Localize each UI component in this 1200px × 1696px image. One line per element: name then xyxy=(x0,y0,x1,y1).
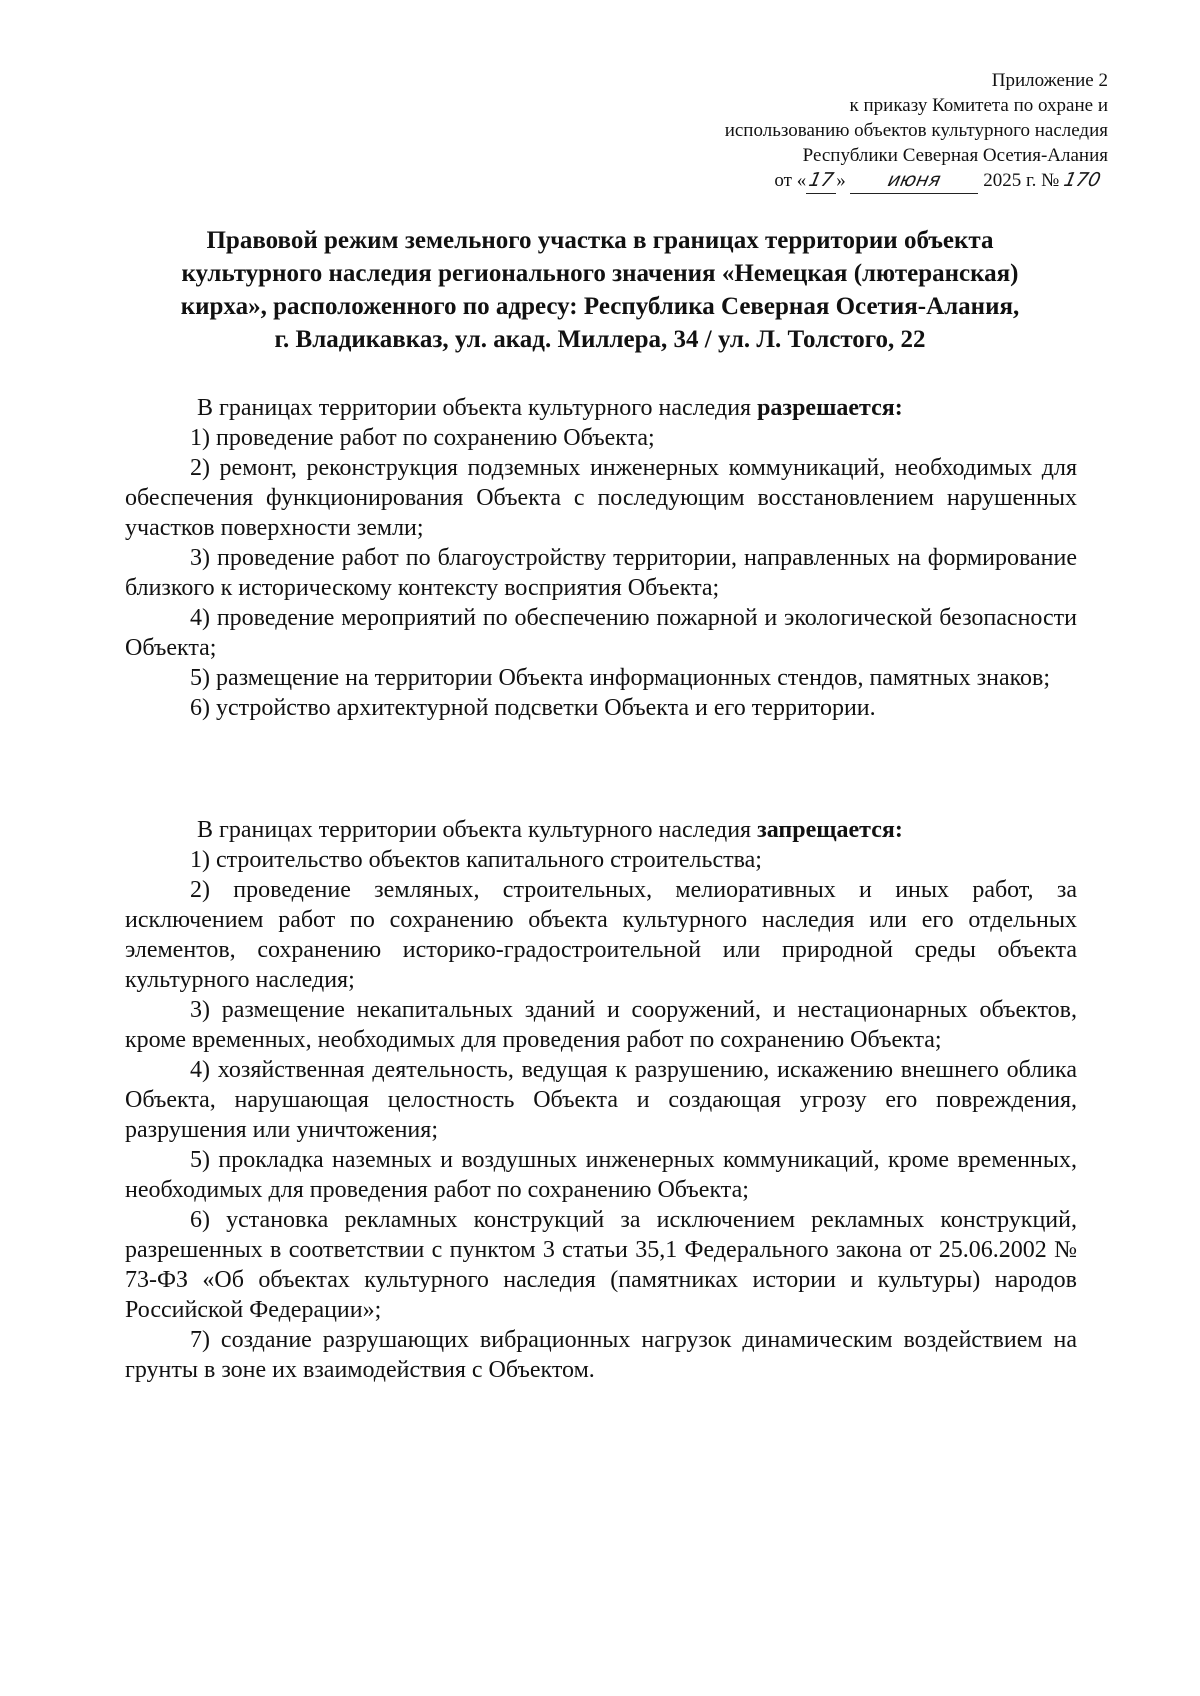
date-mid: » xyxy=(836,170,846,191)
handwritten-order-number: 170 xyxy=(1061,169,1103,191)
prohibited-section xyxy=(125,815,1077,1385)
appendix-header xyxy=(725,68,1108,194)
prohibited-keyword: запрещается: xyxy=(757,817,903,843)
appendix-label: Приложение 2 xyxy=(991,70,1108,91)
title-line-1: Правовой режим земельного участка в границах территории объекта xyxy=(206,227,994,254)
allowed-item: 1) проведение работ по сохранению Объекта; xyxy=(190,425,655,451)
handwritten-month: июня xyxy=(850,168,978,194)
allowed-item: 4) проведение мероприятий по обеспечению пожарной и экологической безопасности Объекта; xyxy=(125,605,1077,661)
allowed-intro: В границах территории объекта культурного наследия разрешается: xyxy=(197,395,903,421)
date-prefix: от « xyxy=(774,170,807,191)
prohibited-item: 5) прокладка наземных и воздушных инженерных коммуникаций, кроме временных, необходимых для проведения работ по сохранению Объекта; xyxy=(125,1147,1077,1203)
prohibited-intro: В границах территории объекта культурного наследия запрещается: xyxy=(197,817,903,843)
republic-name: Республики Северная Осетия-Алания xyxy=(802,145,1108,166)
prohibited-item: 2) проведение земляных, строительных, мелиоративных и иных работ, за исключением работ по сохранению объекта культурного наследия или его отдельных элементов, сохранению историко-градостроительной или природной среды объекта культурного наследия; xyxy=(125,877,1077,993)
prohibited-item: 7) создание разрушающих вибрационных нагрузок динамическим воздействием на грунты в зоне их взаимодействия с Объектом. xyxy=(125,1327,1077,1383)
allowed-item: 2) ремонт, реконструкция подземных инженерных коммуникаций, необходимых для обеспечения функционирования Объекта с последующим восстановлением нарушенных участков поверхности земли; xyxy=(125,455,1077,541)
date-year: 2025 г. № xyxy=(983,170,1060,191)
allowed-item: 6) устройство архитектурной подсветки Объекта и его территории. xyxy=(190,695,876,721)
allowed-section xyxy=(125,393,1077,723)
order-date-line xyxy=(725,168,1108,194)
title-line-4: г. Владикавказ, ул. акад. Миллера, 34 / ул. Л. Толстого, 22 xyxy=(274,326,926,353)
title-line-2: культурного наследия регионального значения «Немецкая (лютеранская) xyxy=(181,260,1019,287)
prohibited-item: 6) установка рекламных конструкций за исключением рекламных конструкций, разрешенных в соответствии с пунктом 3 статьи 35,1 Федерального закона от 25.06.2002 № 73-ФЗ «Об объектах культурного наследия (памятниках истории и культуры) народов Российской Федерации»; xyxy=(125,1207,1077,1323)
order-reference: к приказу Комитета по охране и xyxy=(849,95,1108,116)
allowed-item: 3) проведение работ по благоустройству территории, направленных на формирование близкого к историческому контексту восприятия Объекта; xyxy=(125,545,1077,601)
prohibited-item: 3) размещение некапитальных зданий и сооружений, и нестационарных объектов, кроме временных, необходимых для проведения работ по сохранению Объекта; xyxy=(125,997,1077,1053)
handwritten-day: 17 xyxy=(806,168,836,194)
document-title xyxy=(110,224,1090,356)
allowed-keyword: разрешается: xyxy=(757,395,903,421)
prohibited-item: 1) строительство объектов капитального строительства; xyxy=(190,847,762,873)
prohibited-item: 4) хозяйственная деятельность, ведущая к разрушению, искажению внешнего облика Объекта, нарушающая целостность Объекта и создающая угрозу его повреждения, разрушения или уничтожения; xyxy=(125,1057,1077,1143)
title-line-3: кирха», расположенного по адресу: Республика Северная Осетия-Алания, xyxy=(180,293,1020,320)
committee-name: использованию объектов культурного наследия xyxy=(724,120,1108,141)
allowed-item: 5) размещение на территории Объекта информационных стендов, памятных знаков; xyxy=(190,665,1051,691)
